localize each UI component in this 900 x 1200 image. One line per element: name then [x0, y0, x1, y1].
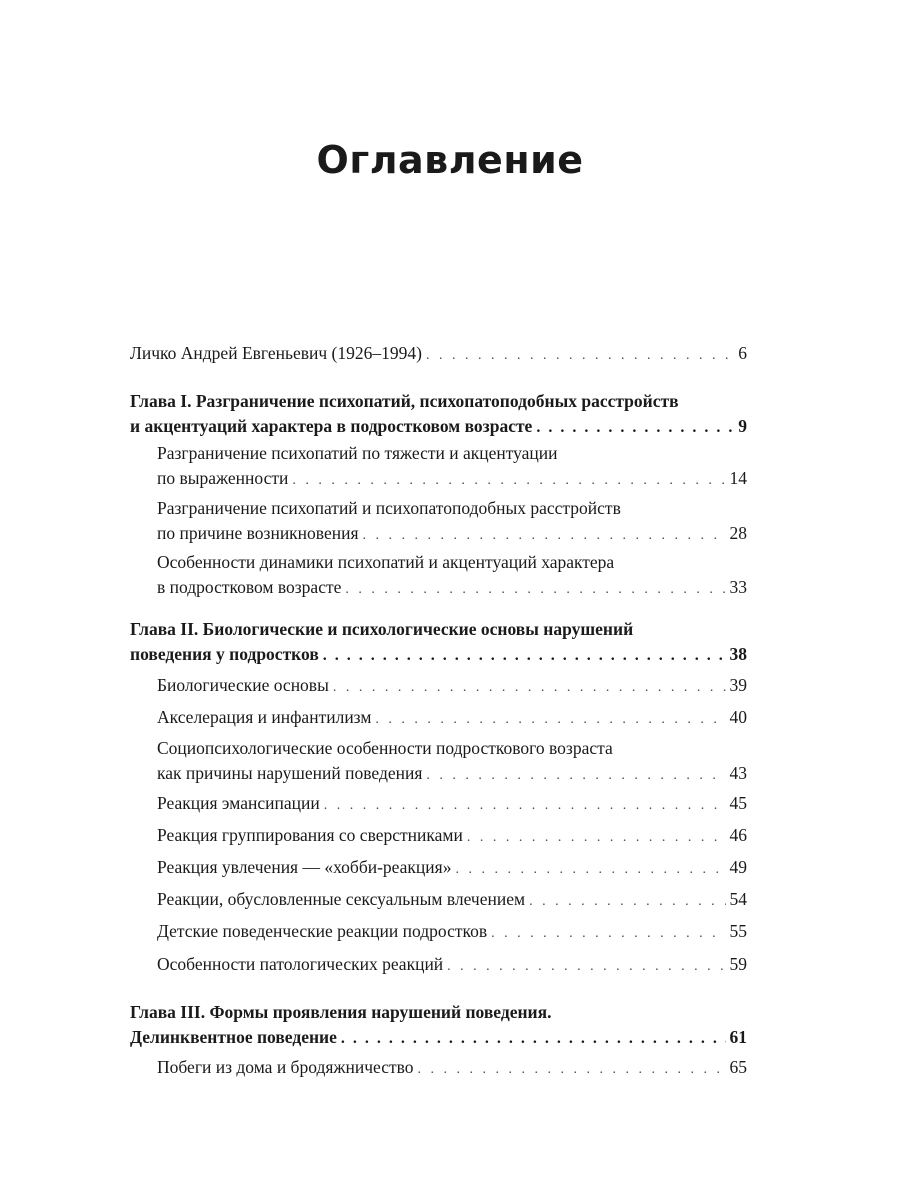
- toc-entry-text: поведения у подростков: [130, 644, 319, 664]
- toc-page-number: 40: [729, 707, 747, 727]
- toc-entry-title-line: Глава II. Биологические и психологические основы нарушений: [130, 619, 634, 639]
- toc-page-number: 45: [729, 793, 747, 813]
- toc-entry-section[interactable]: [157, 919, 747, 946]
- toc-entry-text: по выраженности: [157, 468, 289, 488]
- dot-leader: [536, 415, 734, 440]
- toc-entry-text: по причине возникновения: [157, 523, 359, 543]
- toc-page-number: 55: [729, 921, 747, 941]
- toc-entry-text: Личко Андрей Евгеньевич (1926–1994): [130, 343, 422, 363]
- toc-page-number: 43: [729, 763, 747, 783]
- dot-leader: [426, 763, 725, 788]
- page-title: Оглавление: [316, 138, 584, 182]
- dot-leader: [447, 954, 725, 979]
- toc-entry-section[interactable]: [157, 673, 747, 700]
- toc-page-number: 14: [729, 468, 747, 488]
- toc-entry-author[interactable]: [130, 341, 747, 368]
- toc-page-number: 6: [738, 343, 747, 363]
- toc-entry-section[interactable]: [157, 1055, 747, 1082]
- dot-leader: [426, 343, 734, 368]
- toc-entry-text: Реакции, обусловленные сексуальным влечением: [157, 889, 526, 909]
- toc-page-number: 61: [729, 1027, 747, 1047]
- dot-leader: [341, 1026, 726, 1051]
- toc-page-number: 33: [729, 577, 747, 597]
- toc-entry-chapter-1[interactable]: [130, 389, 747, 440]
- toc-entry-text: как причины нарушений поведения: [157, 763, 423, 783]
- toc-entry-chapter-3[interactable]: [130, 1000, 747, 1051]
- toc-entry-section[interactable]: [157, 952, 747, 979]
- toc-entry-section[interactable]: [157, 496, 747, 548]
- toc-entry-section[interactable]: [157, 823, 747, 850]
- toc-entry-section[interactable]: [157, 736, 747, 788]
- toc-entry-text: Особенности патологических реакций: [157, 954, 444, 974]
- toc-page-number: 39: [729, 675, 747, 695]
- toc-entry-title-line: Разграничение психопатий и психопатоподобных расстройств: [157, 498, 621, 518]
- dot-leader: [455, 857, 725, 882]
- dot-leader: [292, 468, 725, 493]
- toc-entry-title-line: Глава I. Разграничение психопатий, психопатоподобных расстройств: [130, 391, 679, 411]
- toc-entry-title-line: Глава III. Формы проявления нарушений поведения.: [130, 1002, 552, 1022]
- toc-entry-title-line: Социопсихологические особенности подросткового возраста: [157, 738, 613, 758]
- toc-page-number: 49: [729, 857, 747, 877]
- toc-entry-text: Реакция эмансипации: [157, 793, 320, 813]
- toc-entry-text: в подростковом возрасте: [157, 577, 342, 597]
- toc-entry-text: Делинквентное поведение: [130, 1027, 337, 1047]
- dot-leader: [324, 793, 726, 818]
- toc-page-number: 38: [729, 644, 747, 664]
- toc-page-number: 9: [738, 416, 747, 436]
- dot-leader: [345, 577, 725, 602]
- toc-entry-section[interactable]: [157, 887, 747, 914]
- toc-entry-section[interactable]: [157, 705, 747, 732]
- toc-entry-text: Детские поведенческие реакции подростков: [157, 921, 488, 941]
- dot-leader: [467, 825, 726, 850]
- toc-entry-text: Побеги из дома и бродяжничество: [157, 1057, 414, 1077]
- toc-page-number: 54: [729, 889, 747, 909]
- toc-entry-title-line: Разграничение психопатий по тяжести и акцентуации: [157, 443, 558, 463]
- dot-leader: [323, 643, 726, 668]
- dot-leader: [363, 523, 726, 548]
- toc-entry-section[interactable]: [157, 550, 747, 602]
- dot-leader: [418, 1057, 726, 1082]
- toc-entry-chapter-2[interactable]: [130, 617, 747, 668]
- toc-entry-title-line: Особенности динамики психопатий и акцентуаций характера: [157, 552, 615, 572]
- toc-entry-text: Акселерация и инфантилизм: [157, 707, 372, 727]
- toc-page-number: 65: [729, 1057, 747, 1077]
- toc-entry-text: Реакция группирования со сверстниками: [157, 825, 463, 845]
- toc-page-number: 59: [729, 954, 747, 974]
- toc-entry-section[interactable]: [157, 441, 747, 493]
- toc-entry-text: и акцентуаций характера в подростковом возрасте: [130, 416, 533, 436]
- toc-page-number: 46: [729, 825, 747, 845]
- toc-entry-section[interactable]: [157, 791, 747, 818]
- toc-page-number: 28: [729, 523, 747, 543]
- toc-entry-section[interactable]: [157, 855, 747, 882]
- dot-leader: [333, 675, 726, 700]
- toc-entry-text: Реакция увлечения — «хобби-реакция»: [157, 857, 452, 877]
- dot-leader: [491, 921, 725, 946]
- dot-leader: [375, 707, 725, 732]
- dot-leader: [529, 889, 725, 914]
- toc-entry-text: Биологические основы: [157, 675, 329, 695]
